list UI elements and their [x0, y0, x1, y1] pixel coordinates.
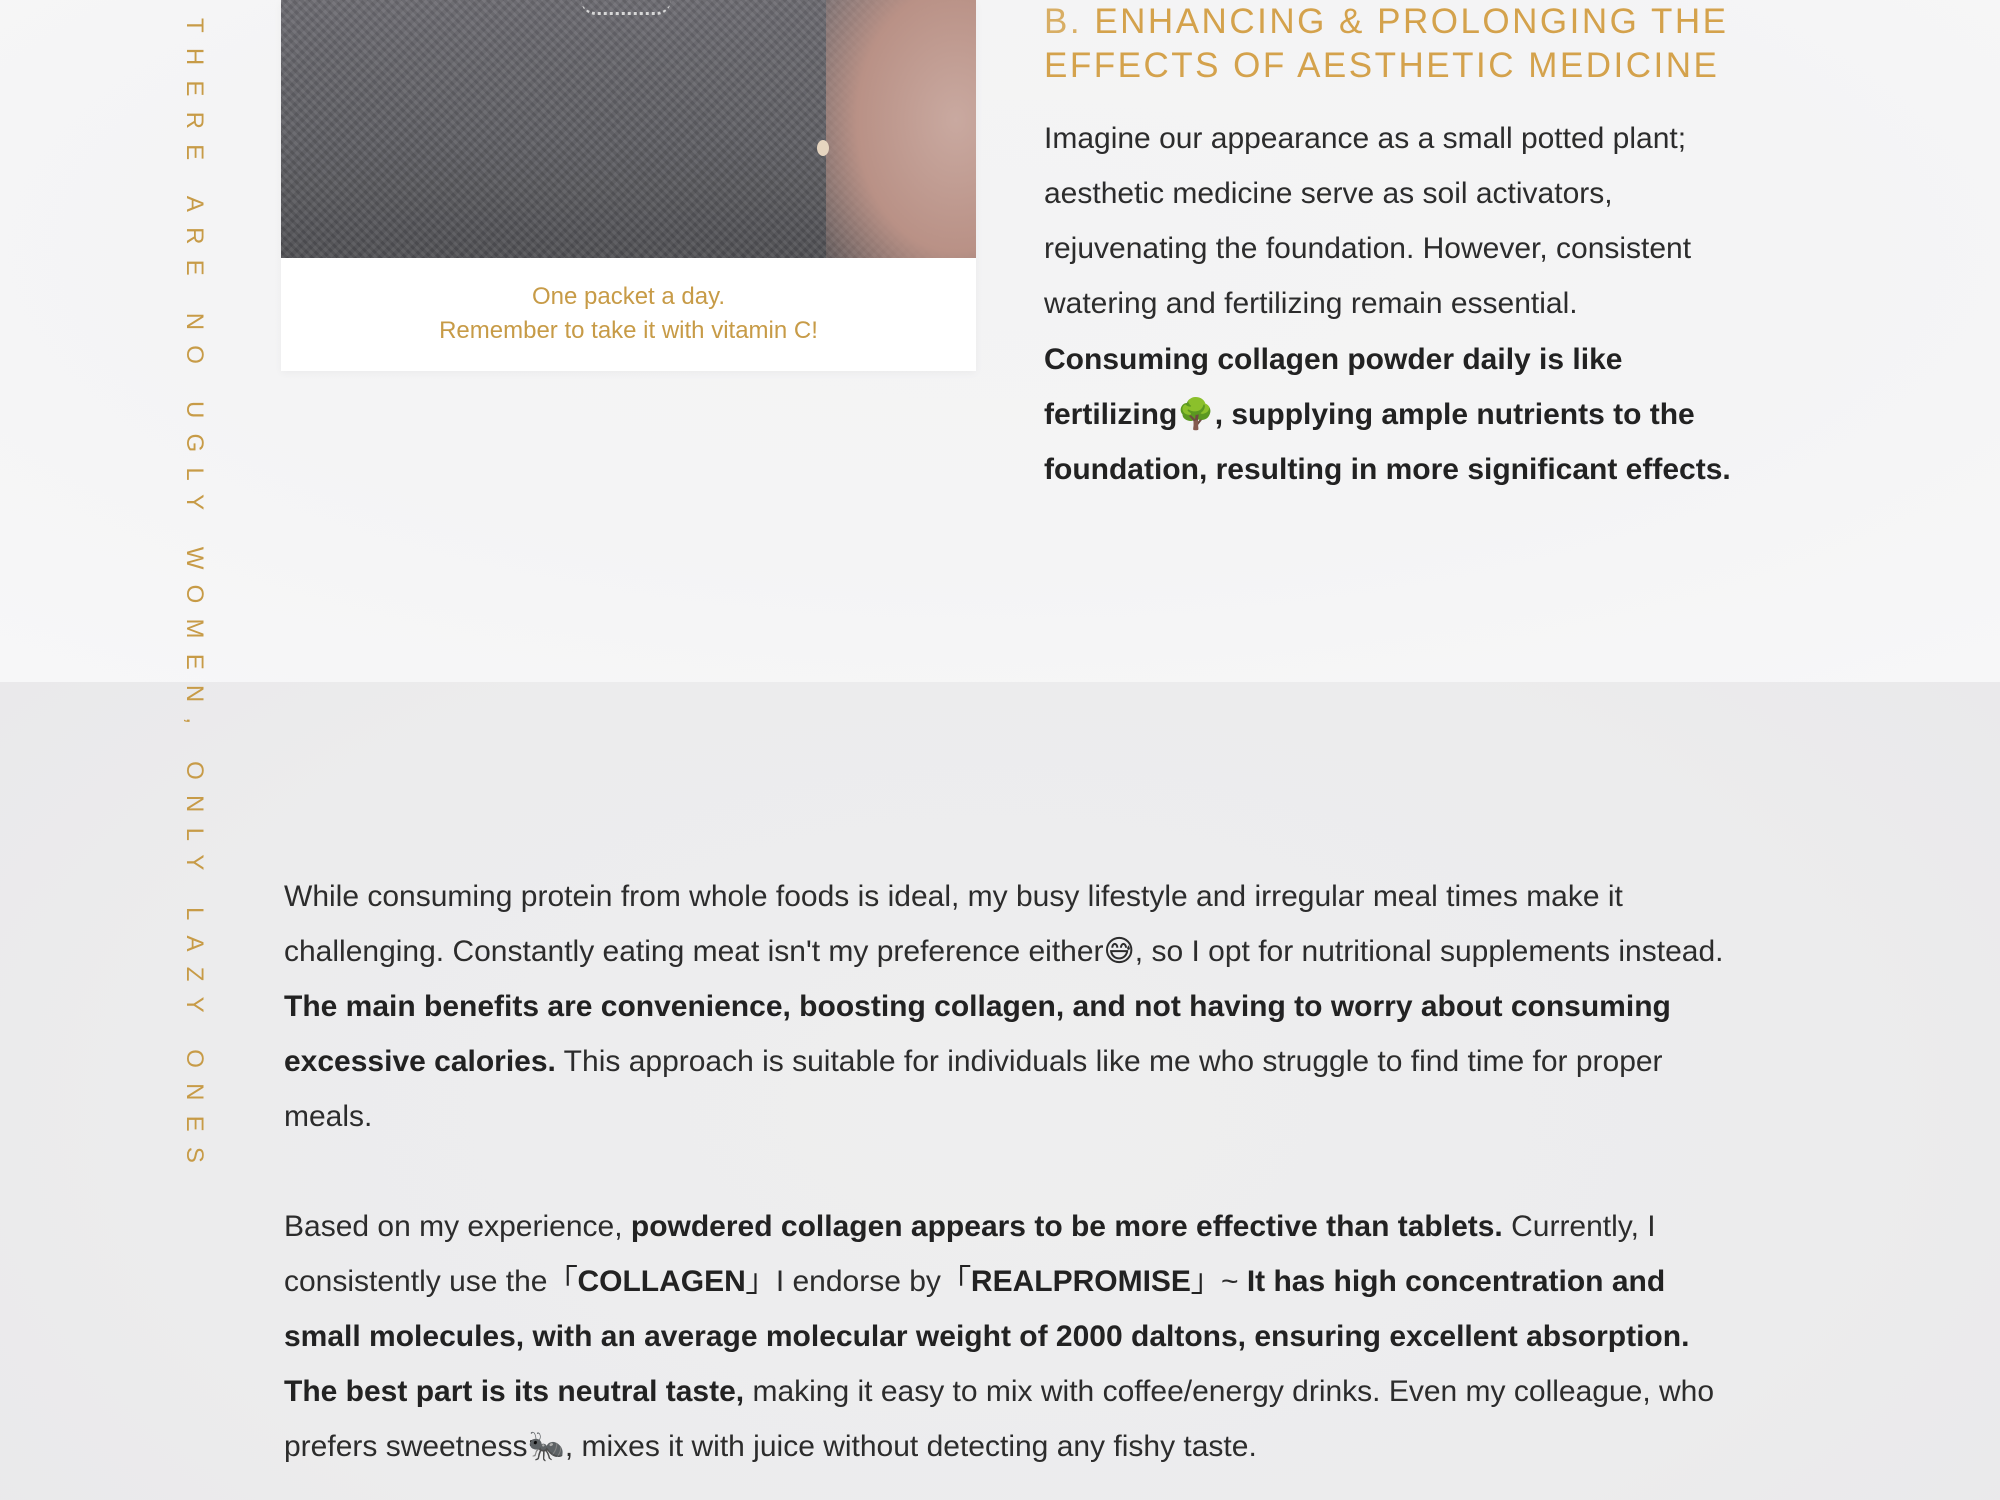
- side-tagline: THERE ARE NO UGLY WOMEN, ONLY LAZY ONES: [181, 18, 208, 1179]
- arm-shape: [826, 0, 976, 258]
- section-b-prefix: B.: [1044, 2, 1083, 41]
- section-b-bold-statement: [1044, 332, 1744, 497]
- section-b-body: Imagine our appearance as a small potted plant; aesthetic medicine serve as soil activators, rejuvenating the foundation. However, consistent watering and fertilizing remain essential.: [1044, 122, 1692, 320]
- p1-bold: The main benefits are convenience, boosting collagen, and not having to worry about consuming excessive calories.: [284, 990, 1671, 1078]
- p1-text-1: While consuming protein from whole foods is ideal, my busy lifestyle and irregular meal times make it challenging. Constantly eating meat isn't my preference either: [284, 880, 1623, 968]
- p1-text-3: This approach is suitable for individuals like me who struggle to find time for proper meals.: [284, 1045, 1663, 1133]
- p2-text-5: making it easy to mix with coffee/energy drinks. Even my colleague, who prefers sweetness: [284, 1375, 1715, 1463]
- paragraph-1: [284, 869, 1724, 1144]
- p2-text-2: Currently, I consistently use the: [284, 1210, 1656, 1298]
- tree-icon: 🌳: [1177, 398, 1215, 431]
- sweater-photo: [281, 0, 976, 258]
- p2-bold-2: It has high concentration and small molecules, with an average molecular weight of 2000 daltons, ensuring excellent absorption. The best part is its neutral taste,: [284, 1265, 1690, 1408]
- p2-text-6: , mixes it with juice without detecting any fishy taste.: [564, 1430, 1257, 1463]
- section-b-title: ENHANCING & PROLONGING THE EFFECTS OF AESTHETIC MEDICINE: [1044, 2, 1729, 85]
- pin-shape: [817, 140, 829, 156]
- caption-line-1: One packet a day.: [531, 283, 725, 310]
- ant-icon: 🐜: [527, 1430, 565, 1463]
- p2-text-1: Based on my experience,: [284, 1210, 631, 1243]
- p2-text-3: I endorse by: [775, 1265, 941, 1298]
- bold-part-1: Consuming collagen powder daily is like fertilizing: [1044, 343, 1623, 431]
- photo-caption: [281, 280, 976, 348]
- bold-part-2: , supplying ample nutrients to the foundation, resulting in more significant effects.: [1044, 398, 1731, 486]
- caption-line-2: Remember to take it with vitamin C!: [439, 317, 818, 344]
- p1-text-2: , so I opt for nutritional supplements instead.: [1134, 935, 1724, 968]
- p2-text-4: ~: [1220, 1265, 1247, 1298]
- p2-bold-1: powdered collagen appears to be more effective than tablets.: [630, 1210, 1503, 1243]
- necklace-shape: [581, 0, 671, 15]
- section-b-heading: [1044, 0, 1744, 88]
- paragraph-2: [284, 1199, 1724, 1474]
- product-name: 「COLLAGEN」: [547, 1265, 776, 1298]
- brand-name: 「REALPROMISE」: [940, 1265, 1221, 1298]
- photo-card: [281, 0, 976, 371]
- sweat-smile-icon: 😅: [1103, 935, 1135, 968]
